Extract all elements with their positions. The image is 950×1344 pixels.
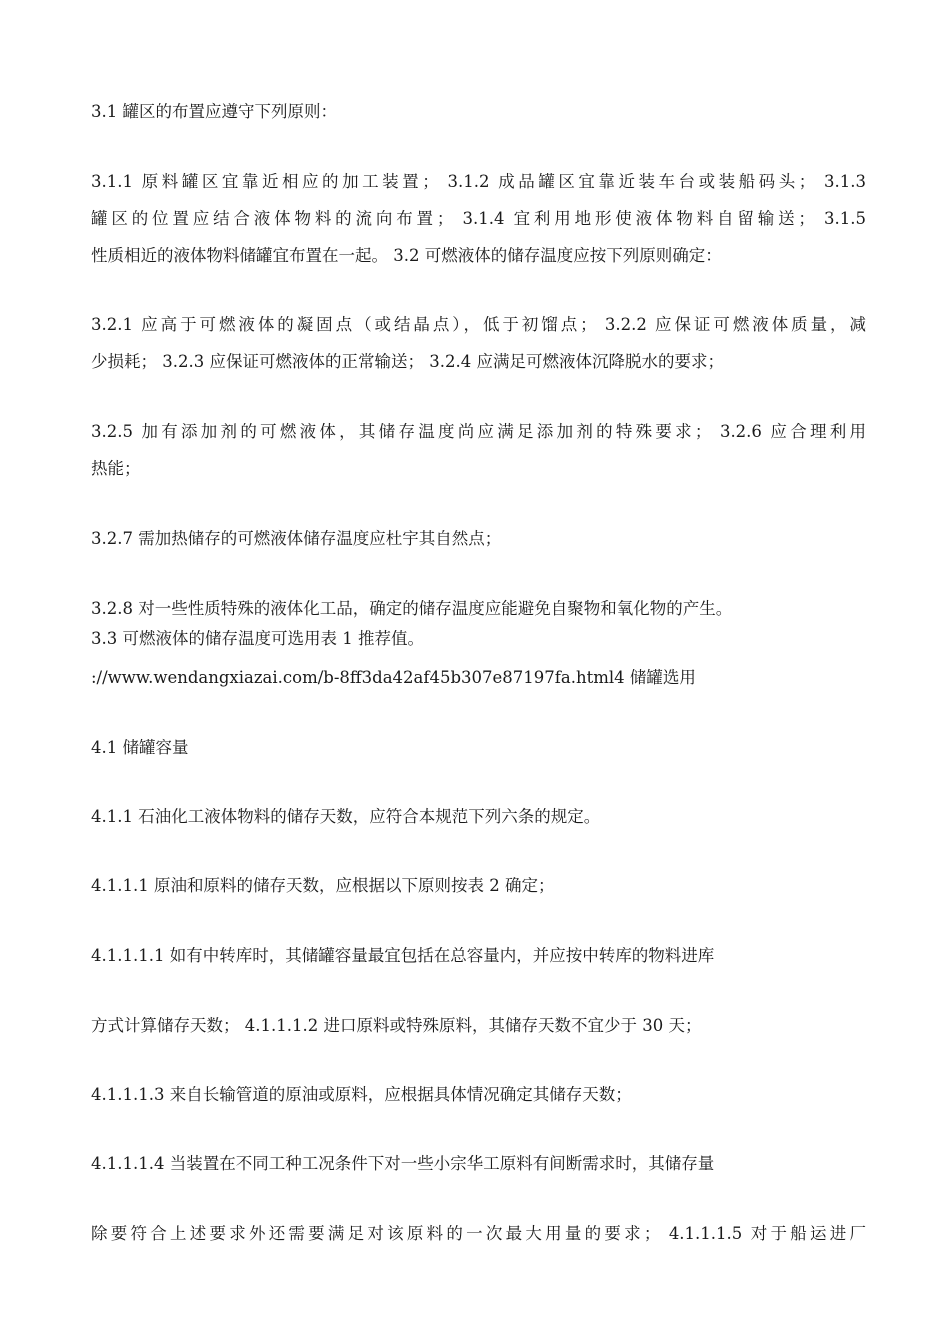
text-line: 3.3 可燃液体的储存温度可选用表 1 推荐值。 <box>91 629 424 648</box>
text-line: 3.2.5 加有添加剂的可燃液体，其储存温度尚应满足添加剂的特殊要求； 3.2.6 应合理利用 <box>91 422 866 441</box>
text-line: 3.1 罐区的布置应遵守下列原则： <box>91 102 337 121</box>
text-line: 4.1.1.1.4 当装置在不同工种工况条件下对一些小宗华工原料有间断需求时，其储存量 <box>91 1154 715 1173</box>
text-line: 4.1.1 石油化工液体物料的储存天数，应符合本规范下列六条的规定。 <box>91 807 601 826</box>
url-line: ://www.wendangxiazai.com/b-8ff3da42af45b307e87197fa.html4 储罐选用 <box>91 668 696 687</box>
text-line: 3.2.7 需加热储存的可燃液体储存温度应杜宇其自然点； <box>91 529 502 548</box>
text-line: 4.1.1.1.1 如有中转库时，其储罐容量最宜包括在总容量内，并应按中转库的物料进库 <box>91 946 715 965</box>
text-line: 性质相近的液体物料储罐宜布置在一起。 3.2 可燃液体的储存温度应按下列原则确定： <box>91 246 722 265</box>
text-line: 3.1.1 原料罐区宜靠近相应的加工装置； 3.1.2 成品罐区宜靠近装车台或装船码头； 3.1.3 <box>91 172 866 191</box>
text-line: 3.2.1 应高于可燃液体的凝固点（或结晶点），低于初馏点； 3.2.2 应保证可燃液体质量，减 <box>91 315 866 334</box>
text-line: 4.1.1.1 原油和原料的储存天数，应根据以下原则按表 2 确定； <box>91 876 555 895</box>
text-line: 少损耗； 3.2.3 应保证可燃液体的正常输送； 3.2.4 应满足可燃液体沉降脱水的要求； <box>91 352 724 371</box>
text-line: 罐区的位置应结合液体物料的流向布置； 3.1.4 宜利用地形使液体物料自留输送； 3.1.5 <box>91 209 866 228</box>
text-line: 4.1.1.1.3 来自长输管道的原油或原料，应根据具体情况确定其储存天数； <box>91 1085 632 1104</box>
text-line: 方式计算储存天数； 4.1.1.1.2 进口原料或特殊原料，其储存天数不宜少于 30 天； <box>91 1016 702 1035</box>
text-line: 热能； <box>91 459 141 478</box>
text-line: 除要符合上述要求外还需要满足对该原料的一次最大用量的要求； 4.1.1.1.5 对于船运进厂 <box>91 1224 866 1243</box>
section-heading: 4.1 储罐容量 <box>91 738 189 757</box>
text-line: 3.2.8 对一些性质特殊的液体化工品，确定的储存温度应能避免自聚物和氧化物的产生。 <box>91 599 733 618</box>
document-page <box>91 0 866 1344</box>
